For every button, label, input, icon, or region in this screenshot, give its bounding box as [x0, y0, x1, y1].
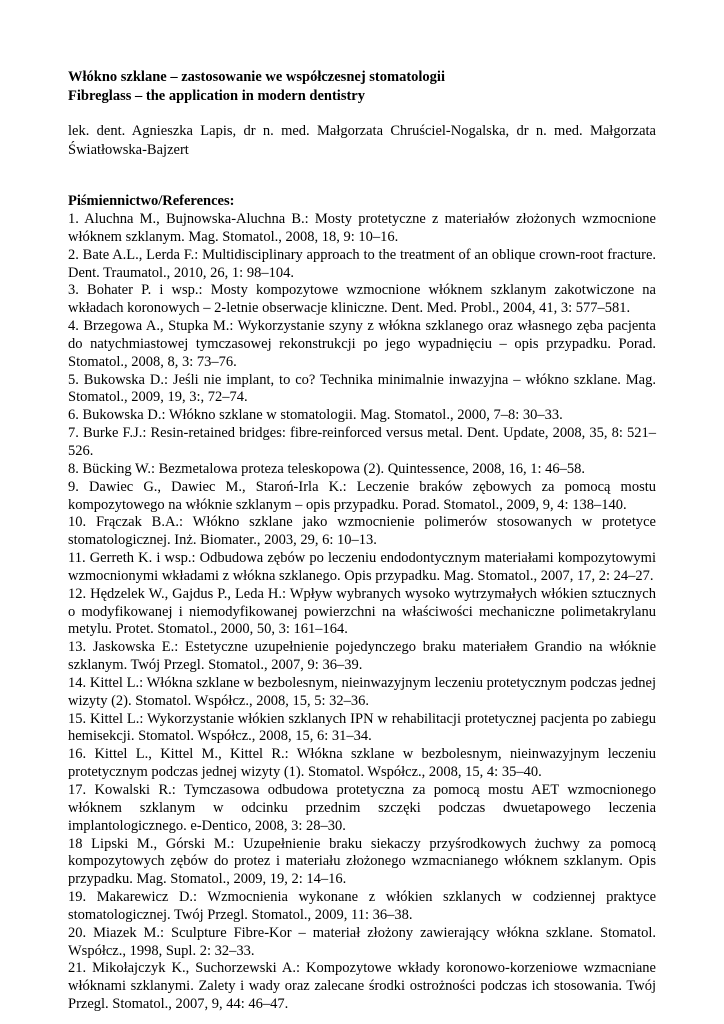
reference-item: 19. Makarewicz D.: Wzmocnienia wykonane z włókien szklanych w codziennej praktyce stomatologicznej. Twój Przegl. Stomatol., 2009, 11: 36–38. — [68, 889, 656, 923]
reference-item: 14. Kittel L.: Włókna szklane w bezbolesnym, nieinwazyjnym leczeniu protetycznym podczas jednej wizyty (2). Stomatol. Współcz., 2008, 15, 5: 32–36. — [68, 674, 656, 709]
references-heading: Piśmiennictwo/References: — [68, 193, 235, 209]
reference-item: 10. Frączak B.A.: Włókno szklane jako wzmocnienie polimerów stosowanych w protetyce stomatologicznej. Inż. Biomater., 2003, 29, 6: 10–13. — [68, 514, 656, 549]
reference-item: 12. Hędzelek W., Gajdus P., Leda H.: Wpływ wybranych wysoko wytrzymałych włókien sztucznych o modyfikowanej i niemodyfikowanej powierzchni na właściwości mechaniczne polimetakrylanu metylu. Protet. Stomatol., 2000, 50, 3: 161–164. — [68, 585, 656, 638]
references-list — [68, 211, 656, 1014]
reference-item: 6. Bukowska D.: Włókno szklane w stomatologii. Mag. Stomatol., 2000, 7–8: 30–33. — [68, 407, 563, 424]
reference-item: 7. Burke F.J.: Resin-retained bridges: fibre-reinforced versus metal. Dent. Update, 2008, 35, 8: 521–526. — [68, 425, 656, 459]
reference-item: 16. Kittel L., Kittel M., Kittel R.: Włókna szklane w bezbolesnym, nieinwazyjnym leczeniu protetycznym podczas jednej wizyty (1). Stomatol. Współcz., 2008, 15, 4: 35–40. — [68, 746, 656, 781]
reference-item: 13. Jaskowska E.: Estetyczne uzupełnienie pojedynczego braku materiałem Grandio na włóknie szklanym. Twój Przegl. Stomatol., 2007, 9: 36–39. — [68, 639, 656, 674]
reference-item: 17. Kowalski R.: Tymczasowa odbudowa protetyczna za pomocą mostu AET wzmocnionego włóknem szklanym w odcinku przednim szczęki podczas dwuetapowego leczenia implantologicznego. e-Dentico, 2008, 3: 28–30. — [68, 782, 656, 834]
reference-item: 15. Kittel L.: Wykorzystanie włókien szklanych IPN w rehabilitacji protetycznej pacjenta po zabiegu hemisekcji. Stomatol. Współcz., 2008, 15, 6: 31–34. — [68, 710, 656, 745]
title-polish: Włókno szklane – zastosowanie we współczesnej stomatologii — [68, 69, 445, 85]
reference-item: 2. Bate A.L., Lerda F.: Multidisciplinary approach to the treatment of an oblique crown-root fracture. Dent. Traumatol., 2010, 26, 1: 98–104. — [68, 246, 656, 281]
reference-item: 9. Dawiec G., Dawiec M., Staroń-Irla K.: Leczenie braków zębowych za pomocą mostu kompozytowego na włóknie szklanym – opis przypadku. Porad. Stomatol., 2009, 9, 4: 138–140. — [68, 478, 656, 513]
document-body — [68, 68, 656, 1014]
reference-item: 11. Gerreth K. i wsp.: Odbudowa zębów po leczeniu endodontycznym materiałami kompozytowymi wzmocnionymi wkładami z włókna szklanego. Opis przypadku. Mag. Stomatol., 2007, 17, 2: 24–27. — [68, 550, 656, 584]
reference-item: 1. Aluchna M., Bujnowska-Aluchna B.: Mosty protetyczne z materiałów złożonych wzmocnione włóknem szklanym. Mag. Stomatol., 2008, 18, 9: 10–16. — [68, 211, 656, 245]
author-list: lek. dent. Agnieszka Lapis, dr n. med. Małgorzata Chruściel-Nogalska, dr n. med. Małgorzata Światłowska-Bajzert — [68, 123, 656, 158]
reference-item: 21. Mikołajczyk K., Suchorzewski A.: Kompozytowe wkłady koronowo-korzeniowe wzmacniane włóknami szklanymi. Zalety i wady oraz zalecane środki ostrożności podczas ich stosowania. Twój Przegl. Stomatol., 2007, 9, 44: 46–47. — [68, 960, 656, 1013]
reference-item: 18 Lipski M., Górski M.: Uzupełnienie braku siekaczy przyśrodkowych żuchwy za pomocą kompozytowych zębów do protez i materiału złożonego wzmacnianego włóknem szklanym. Opis przypadku. Mag. Stomatol., 2009, 19, 2: 14–16. — [68, 835, 656, 888]
reference-item: 8. Bücking W.: Bezmetalowa proteza teleskopowa (2). Quintessence, 2008, 16, 1: 46–58. — [68, 460, 586, 477]
reference-item: 3. Bohater P. i wsp.: Mosty kompozytowe wzmocnione włóknem szklanym zakotwiczone na wkładach koronowych – 2-letnie obserwacje kliniczne. Dent. Med. Probl., 2004, 41, 3: 577–581. — [68, 282, 656, 317]
title-english: Fibreglass – the application in modern dentistry — [68, 88, 365, 104]
reference-item: 5. Bukowska D.: Jeśli nie implant, to co? Technika minimalnie inwazyjna – włókno szklane. Mag. Stomatol., 2009, 19, 3:, 72–74. — [68, 371, 656, 406]
reference-item: 20. Miazek M.: Sculpture Fibre-Kor – materiał złożony zawierający włókna szklane. Stomatol. Współcz., 1998, Supl. 2: 32–33. — [68, 924, 656, 959]
reference-item: 4. Brzegowa A., Stupka M.: Wykorzystanie szyny z włókna szklanego oraz własnego zęba pacjenta do natychmiastowej tymczasowej rekonstrukcji po jego wypadnięciu – opis przypadku. Porad. Stomatol., 2008, 8, 3: 73–76. — [68, 318, 656, 370]
